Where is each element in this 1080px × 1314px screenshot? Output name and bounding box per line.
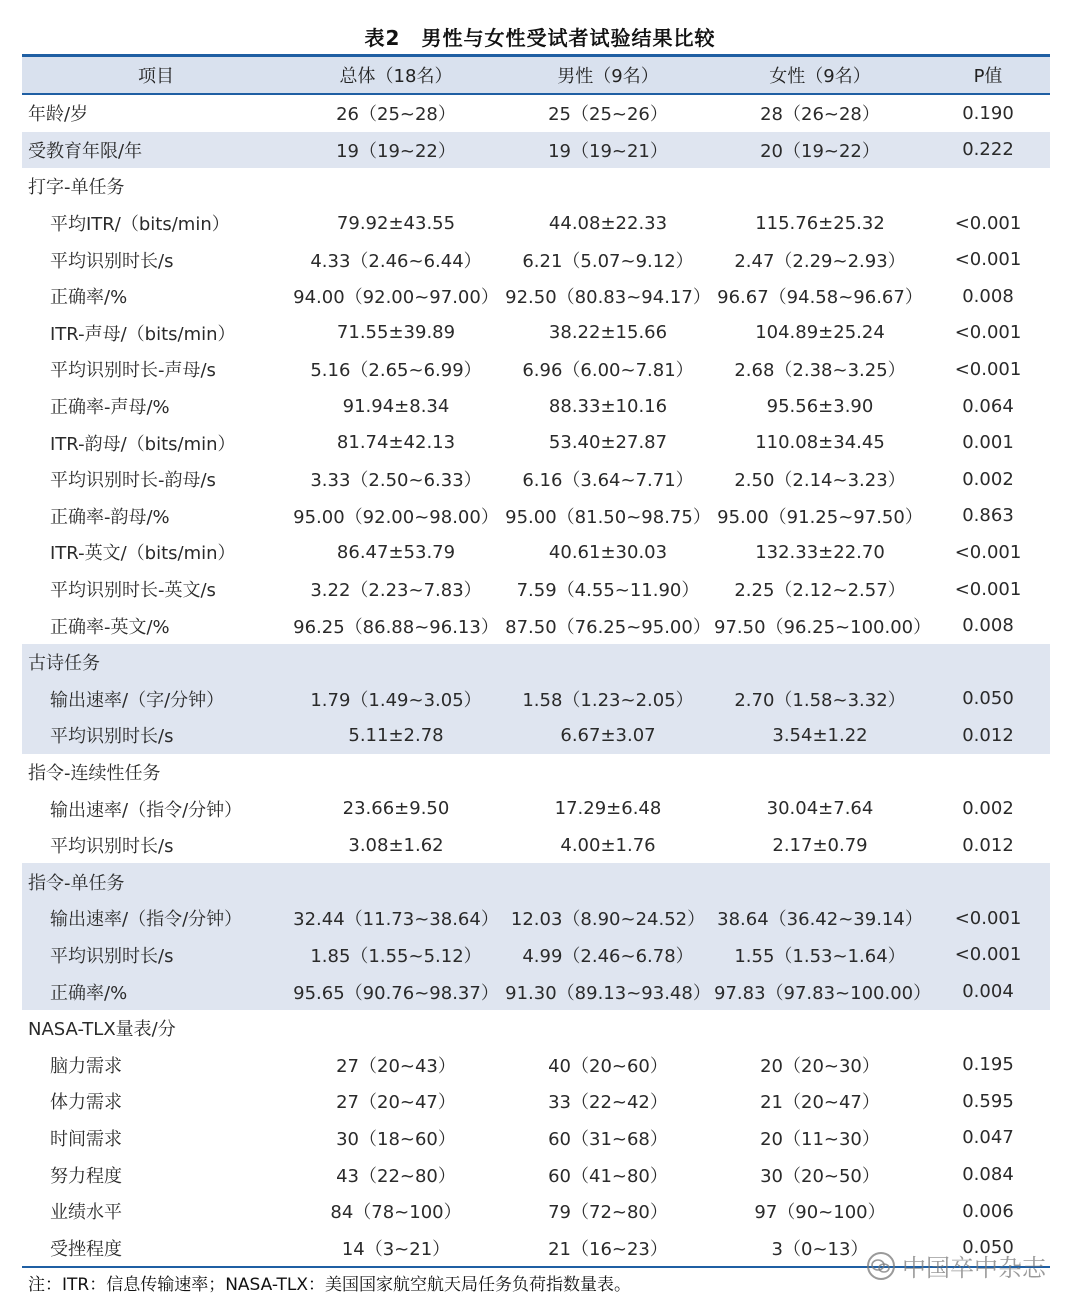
- p-value: 0.595: [962, 1090, 1014, 1112]
- p-value: <0.001: [954, 541, 1022, 563]
- female-value: 97.83（97.83~100.00）: [714, 982, 932, 1004]
- table-row: [22, 973, 1050, 1010]
- row-label: 正确率-韵母/%: [50, 506, 170, 528]
- overall-value: 95.00（92.00~98.00）: [293, 506, 499, 528]
- row-label: 输出速率/（指令/分钟）: [50, 799, 243, 821]
- p-value: 0.050: [962, 1237, 1014, 1259]
- table-row: [22, 717, 1050, 754]
- overall-value: 84（78~100）: [330, 1202, 462, 1224]
- table-row: [22, 1010, 1050, 1047]
- p-value: 0.863: [962, 505, 1014, 527]
- header-item: 项目: [138, 66, 174, 87]
- row-label: 正确率-声母/%: [50, 397, 170, 419]
- female-value: 20（19~22）: [760, 140, 880, 162]
- p-value: 0.008: [962, 285, 1014, 307]
- wechat-icon: [866, 1251, 896, 1281]
- results-table: [22, 54, 1050, 1268]
- row-label: 正确率/%: [50, 287, 128, 309]
- female-value: 38.64（36.42~39.14）: [717, 909, 923, 931]
- p-value: <0.001: [954, 322, 1022, 344]
- row-label: 脑力需求: [50, 1055, 122, 1077]
- female-value: 132.33±22.70: [755, 541, 885, 563]
- male-value: 4.99（2.46~6.78）: [522, 945, 694, 967]
- overall-value: 27（20~43）: [336, 1055, 456, 1077]
- section-label: 指令-连续性任务: [28, 762, 161, 784]
- table-row: [22, 461, 1050, 498]
- row-label: 业绩水平: [50, 1202, 122, 1224]
- male-value: 4.00±1.76: [560, 834, 656, 856]
- watermark-text: 中国卒中杂志: [902, 1254, 1046, 1282]
- overall-value: 95.65（90.76~98.37）: [293, 982, 499, 1004]
- overall-value: 27（20~47）: [336, 1092, 456, 1114]
- p-value: 0.002: [962, 798, 1014, 820]
- table-row: [22, 754, 1050, 791]
- male-value: 53.40±27.87: [548, 432, 668, 454]
- row-label: 正确率/%: [50, 982, 128, 1004]
- table-row: [22, 424, 1050, 461]
- female-value: 2.17±0.79: [772, 834, 868, 856]
- male-value: 95.00（81.50~98.75）: [505, 506, 711, 528]
- male-value: 19（19~21）: [548, 140, 668, 162]
- female-value: 95.56±3.90: [766, 395, 874, 417]
- row-label: 体力需求: [50, 1092, 122, 1114]
- row-label: 平均识别时长-声母/s: [50, 360, 216, 382]
- female-value: 115.76±25.32: [755, 212, 885, 234]
- male-value: 92.50（80.83~94.17）: [505, 287, 711, 309]
- female-value: 2.70（1.58~3.32）: [734, 689, 906, 711]
- overall-value: 43（22~80）: [336, 1165, 456, 1187]
- p-value: 0.195: [962, 1054, 1014, 1076]
- row-label: 平均识别时长/s: [50, 726, 174, 748]
- female-value: 2.50（2.14~3.23）: [734, 470, 906, 492]
- female-value: 97.50（96.25~100.00）: [714, 616, 932, 638]
- header-male: 男性（9名）: [557, 66, 659, 87]
- female-value: 3（0~13）: [771, 1238, 869, 1260]
- row-label: 平均识别时长/s: [50, 836, 174, 858]
- section-label: NASA-TLX量表/分: [28, 1019, 176, 1041]
- female-value: 21（20~47）: [760, 1092, 880, 1114]
- male-value: 40（20~60）: [548, 1055, 668, 1077]
- row-label: ITR-声母/（bits/min）: [50, 323, 236, 345]
- female-value: 28（26~28）: [760, 104, 880, 126]
- female-value: 2.25（2.12~2.57）: [734, 580, 906, 602]
- overall-value: 5.16（2.65~6.99）: [310, 360, 482, 382]
- p-value: 0.190: [962, 102, 1014, 124]
- male-value: 91.30（89.13~93.48）: [505, 982, 711, 1004]
- p-value: 0.006: [962, 1200, 1014, 1222]
- table-row: [22, 1046, 1050, 1083]
- female-value: 104.89±25.24: [755, 322, 885, 344]
- overall-value: 14（3~21）: [341, 1238, 451, 1260]
- male-value: 1.58（1.23~2.05）: [522, 689, 694, 711]
- male-value: 87.50（76.25~95.00）: [505, 616, 711, 638]
- overall-value: 71.55±39.89: [336, 322, 456, 344]
- header-p-value: P值: [973, 66, 1003, 87]
- overall-value: 79.92±43.55: [336, 212, 456, 234]
- header-overall: 总体（18名）: [339, 66, 453, 87]
- female-value: 2.47（2.29~2.93）: [734, 250, 906, 272]
- table-row: [22, 278, 1050, 315]
- p-value: <0.001: [954, 212, 1022, 234]
- table-row: [22, 351, 1050, 388]
- table-row: [22, 644, 1050, 681]
- overall-value: 96.25（86.88~96.13）: [293, 616, 499, 638]
- table-row: [22, 937, 1050, 974]
- table-row: [22, 168, 1050, 205]
- table-body: [22, 95, 1050, 1266]
- table-row: [22, 827, 1050, 864]
- p-value: 0.004: [962, 981, 1014, 1003]
- overall-value: 86.47±53.79: [336, 541, 456, 563]
- row-label: ITR-英文/（bits/min）: [50, 543, 236, 565]
- male-value: 38.22±15.66: [548, 322, 668, 344]
- p-value: <0.001: [954, 358, 1022, 380]
- male-value: 40.61±30.03: [548, 541, 668, 563]
- row-label: 平均识别时长-英文/s: [50, 580, 216, 602]
- overall-value: 19（19~22）: [336, 140, 456, 162]
- p-value: 0.084: [962, 1164, 1014, 1186]
- row-label: ITR-韵母/（bits/min）: [50, 433, 236, 455]
- female-value: 3.54±1.22: [772, 724, 868, 746]
- p-value: 0.012: [962, 724, 1014, 746]
- watermark: [866, 1248, 1046, 1283]
- female-value: 30.04±7.64: [766, 798, 874, 820]
- female-value: 110.08±34.45: [755, 432, 885, 454]
- female-value: 20（20~30）: [760, 1055, 880, 1077]
- male-value: 7.59（4.55~11.90）: [516, 580, 700, 602]
- table-row: [22, 1193, 1050, 1230]
- row-label: 平均识别时长/s: [50, 250, 174, 272]
- table-row: [22, 681, 1050, 718]
- male-value: 6.21（5.07~9.12）: [522, 250, 694, 272]
- section-label: 年龄/岁: [28, 104, 89, 126]
- male-value: 6.16（3.64~7.71）: [522, 470, 694, 492]
- overall-value: 91.94±8.34: [342, 395, 450, 417]
- table-row: [22, 205, 1050, 242]
- overall-value: 32.44（11.73~38.64）: [293, 909, 499, 931]
- male-value: 88.33±10.16: [548, 395, 668, 417]
- row-label: 输出速率/（字/分钟）: [50, 689, 225, 711]
- p-value: <0.001: [954, 907, 1022, 929]
- section-label: 古诗任务: [28, 653, 100, 675]
- table-row: [22, 863, 1050, 900]
- overall-value: 3.22（2.23~7.83）: [310, 580, 482, 602]
- overall-value: 30（18~60）: [336, 1128, 456, 1150]
- row-label: 平均识别时长/s: [50, 945, 174, 967]
- row-label: 平均识别时长-韵母/s: [50, 470, 216, 492]
- male-value: 60（31~68）: [548, 1128, 668, 1150]
- overall-value: 81.74±42.13: [336, 432, 456, 454]
- table-row: [22, 607, 1050, 644]
- table-title: 表2 男性与女性受试者试验结果比较: [364, 26, 716, 50]
- row-label: 受挫程度: [50, 1238, 122, 1260]
- table-row: [22, 315, 1050, 352]
- male-value: 6.67±3.07: [560, 724, 656, 746]
- overall-value: 1.79（1.49~3.05）: [310, 689, 482, 711]
- male-value: 12.03（8.90~24.52）: [510, 909, 706, 931]
- table-row: [22, 1083, 1050, 1120]
- table-row: [22, 1120, 1050, 1157]
- p-value: 0.001: [962, 432, 1014, 454]
- table-footnote: 注：ITR：信息传输速率；NASA-TLX：美国国家航空航天局任务负荷指数量表。: [28, 1275, 631, 1295]
- row-label: 努力程度: [50, 1165, 122, 1187]
- overall-value: 5.11±2.78: [348, 724, 444, 746]
- overall-value: 1.85（1.55~5.12）: [310, 945, 482, 967]
- section-label: 受教育年限/年: [28, 140, 143, 162]
- table-row: [22, 790, 1050, 827]
- overall-value: 94.00（92.00~97.00）: [293, 287, 499, 309]
- male-value: 79（72~80）: [548, 1202, 668, 1224]
- p-value: 0.050: [962, 688, 1014, 710]
- male-value: 60（41~80）: [548, 1165, 668, 1187]
- female-value: 95.00（91.25~97.50）: [717, 506, 923, 528]
- table-row: [22, 95, 1050, 132]
- male-value: 6.96（6.00~7.81）: [522, 360, 694, 382]
- table-row: [22, 498, 1050, 535]
- table-row: [22, 534, 1050, 571]
- overall-value: 3.33（2.50~6.33）: [310, 470, 482, 492]
- table-row: [22, 571, 1050, 608]
- female-value: 96.67（94.58~96.67）: [717, 287, 923, 309]
- table-header-row: [22, 57, 1050, 95]
- table-row: [22, 132, 1050, 169]
- p-value: 0.002: [962, 468, 1014, 490]
- p-value: 0.008: [962, 615, 1014, 637]
- header-female: 女性（9名）: [769, 66, 871, 87]
- male-value: 21（16~23）: [548, 1238, 668, 1260]
- female-value: 20（11~30）: [760, 1128, 880, 1150]
- overall-value: 23.66±9.50: [342, 798, 450, 820]
- section-label: 指令-单任务: [28, 872, 125, 894]
- p-value: 0.047: [962, 1127, 1014, 1149]
- overall-value: 26（25~28）: [336, 104, 456, 126]
- table-row: [22, 1156, 1050, 1193]
- female-value: 30（20~50）: [760, 1165, 880, 1187]
- table-row: [22, 900, 1050, 937]
- male-value: 44.08±22.33: [548, 212, 668, 234]
- male-value: 33（22~42）: [548, 1092, 668, 1114]
- male-value: 25（25~26）: [548, 104, 668, 126]
- row-label: 输出速率/（指令/分钟）: [50, 909, 243, 931]
- row-label: 正确率-英文/%: [50, 616, 170, 638]
- table-row: [22, 388, 1050, 425]
- section-label: 打字-单任务: [28, 177, 125, 199]
- p-value: <0.001: [954, 944, 1022, 966]
- p-value: 0.222: [962, 139, 1014, 161]
- p-value: <0.001: [954, 578, 1022, 600]
- p-value: 0.012: [962, 834, 1014, 856]
- female-value: 2.68（2.38~3.25）: [734, 360, 906, 382]
- female-value: 97（90~100）: [754, 1202, 886, 1224]
- table-row: [22, 241, 1050, 278]
- female-value: 1.55（1.53~1.64）: [734, 945, 906, 967]
- male-value: 17.29±6.48: [554, 798, 662, 820]
- row-label: 时间需求: [50, 1128, 122, 1150]
- p-value: 0.064: [962, 395, 1014, 417]
- overall-value: 4.33（2.46~6.44）: [310, 250, 482, 272]
- p-value: <0.001: [954, 249, 1022, 271]
- row-label: 平均ITR/（bits/min）: [50, 214, 230, 236]
- overall-value: 3.08±1.62: [348, 834, 444, 856]
